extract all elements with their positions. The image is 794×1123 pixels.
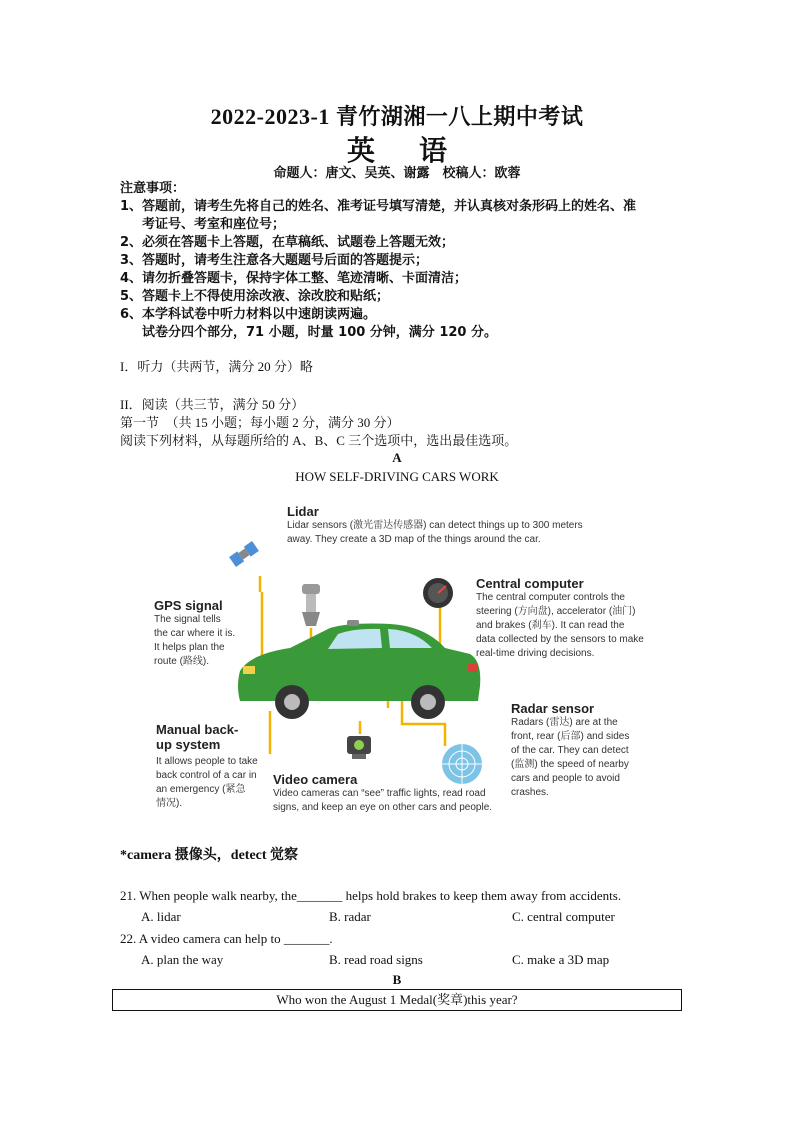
radar-desc-4: (监测) the speed of nearby bbox=[511, 759, 629, 770]
q22-option-b: B. read road signs bbox=[329, 952, 423, 967]
passage-label-a: A bbox=[392, 450, 402, 465]
gps-desc-2: the car where it is. bbox=[154, 628, 236, 639]
q21-option-c: C. central computer bbox=[512, 909, 615, 924]
radar-desc-6: crashes. bbox=[511, 787, 549, 798]
notes-heading: 注意事项： bbox=[120, 181, 186, 196]
lidar-desc-2: away. They create a 3D map of the things around the car. bbox=[287, 534, 541, 545]
note-item: 2、必须在答题卡上答题，在草稿纸、试题卷上答题无效； bbox=[120, 235, 455, 250]
notes-block bbox=[120, 180, 690, 342]
central-computer-icon bbox=[423, 578, 453, 608]
gps-desc-1: The signal tells bbox=[154, 614, 221, 625]
central-desc-4: data collected by the sensors to make bbox=[476, 634, 644, 645]
note-item: 1、答题前，请考生先将自己的姓名、准考证号填写清楚，并认真核对条形码上的姓名、准 bbox=[120, 199, 637, 214]
note-item: 考证号、考室和座位号； bbox=[142, 217, 286, 232]
gps-desc-3: It helps plan the bbox=[154, 642, 225, 653]
passage-title: HOW SELF-DRIVING CARS WORK bbox=[295, 469, 499, 484]
manual-desc-3: an emergency (紧急 bbox=[156, 784, 246, 795]
passage-label-b: B bbox=[392, 972, 402, 987]
central-label-block bbox=[476, 576, 656, 661]
self-driving-car-figure bbox=[140, 496, 660, 826]
lidar-title: Lidar bbox=[287, 504, 319, 519]
q22-option-c: C. make a 3D map bbox=[512, 952, 610, 967]
q21-option-b: B. radar bbox=[329, 909, 371, 924]
section-listening: I．听力（共两节，满分 20 分）略 bbox=[120, 359, 313, 374]
central-desc-1: The central computer controls the bbox=[476, 592, 625, 603]
authors-line: 命题人：唐文、吴英、谢露 校稿人：欧蓉 bbox=[273, 166, 521, 181]
subject-char-2: 语 bbox=[419, 136, 448, 167]
radar-desc-3: of the car. They can detect bbox=[511, 745, 629, 756]
question-21: 21. When people walk nearby, the_______ helps hold brakes to keep them away from accidents. bbox=[120, 888, 622, 903]
note-item: 5、答题卡上不得使用涂改液、涂改胶和贴纸； bbox=[120, 289, 390, 304]
gps-label-block bbox=[154, 598, 254, 669]
manual-title-2: up system bbox=[156, 737, 221, 752]
note-item: 6、本学科试卷中听力材料以中速朗读两遍。 bbox=[120, 307, 377, 322]
video-label-block bbox=[273, 772, 503, 815]
radar-desc-1: Radars (雷达) are at the bbox=[511, 717, 618, 728]
radar-desc-5: cars and people to avoid bbox=[511, 773, 620, 784]
section-instruction: 阅读下列材料，从每题所给的 A、B、C 三个选项中，选出最佳选项。 bbox=[120, 433, 518, 448]
video-desc-1: Video cameras can “see” traffic lights, read road bbox=[273, 788, 486, 799]
section-reading: II．阅读（共三节，满分 50 分） bbox=[120, 397, 305, 412]
lidar-label-block bbox=[287, 504, 583, 547]
central-desc-2: steering (方向盘), accelerator (油门) bbox=[476, 606, 636, 617]
car-icon bbox=[238, 620, 480, 719]
video-camera-icon bbox=[347, 736, 371, 759]
manual-desc-1: It allows people to take bbox=[156, 756, 258, 767]
central-desc-3: and brakes (刹车). It can read the bbox=[476, 620, 625, 631]
video-desc-2: signs, and keep an eye on other cars and people. bbox=[273, 802, 493, 813]
manual-label-block bbox=[156, 722, 271, 811]
note-item: 3、答题时，请考生注意各大题题号后面的答题提示； bbox=[120, 253, 429, 268]
central-desc-5: real-time driving decisions. bbox=[476, 648, 595, 659]
manual-desc-2: back control of a car in bbox=[156, 770, 257, 781]
passage-b-title-box: Who won the August 1 Medal(奖章)this year? bbox=[112, 989, 682, 1011]
satellite-icon bbox=[229, 541, 259, 567]
lidar-sensor-icon bbox=[302, 584, 320, 626]
manual-desc-4: 情况). bbox=[156, 798, 183, 809]
section-part1: 第一节 （共 15 小题；每小题 2 分，满分 30 分） bbox=[120, 415, 400, 430]
question-22: 22. A video camera can help to _______. bbox=[120, 931, 333, 946]
vocab-note: *camera 摄像头，detect 觉察 bbox=[120, 848, 299, 863]
central-title: Central computer bbox=[476, 576, 584, 591]
note-item: 试卷分四个部分，71 小题，时量 100 分钟，满分 120 分。 bbox=[142, 325, 497, 340]
exam-title: 2022-2023-1 青竹湖湘一八上期中考试 bbox=[210, 104, 584, 129]
radar-label-block bbox=[511, 701, 656, 800]
manual-title-1: Manual back- bbox=[156, 722, 239, 737]
radar-desc-2: front, rear (后部) and sides bbox=[511, 731, 630, 742]
lidar-desc-1: Lidar sensors (激光雷达传感器) can detect things up to 300 meters bbox=[287, 520, 583, 531]
gps-desc-4: route (路线). bbox=[154, 656, 210, 667]
q21-option-a: A. lidar bbox=[141, 909, 181, 924]
video-title: Video camera bbox=[273, 772, 358, 787]
q22-option-a: A. plan the way bbox=[141, 952, 224, 967]
note-item: 4、请勿折叠答题卡，保持字体工整、笔迹清晰、卡面清洁； bbox=[120, 271, 468, 286]
subject-char-1: 英 bbox=[346, 136, 375, 167]
gps-title: GPS signal bbox=[154, 598, 223, 613]
radar-title: Radar sensor bbox=[511, 701, 595, 716]
